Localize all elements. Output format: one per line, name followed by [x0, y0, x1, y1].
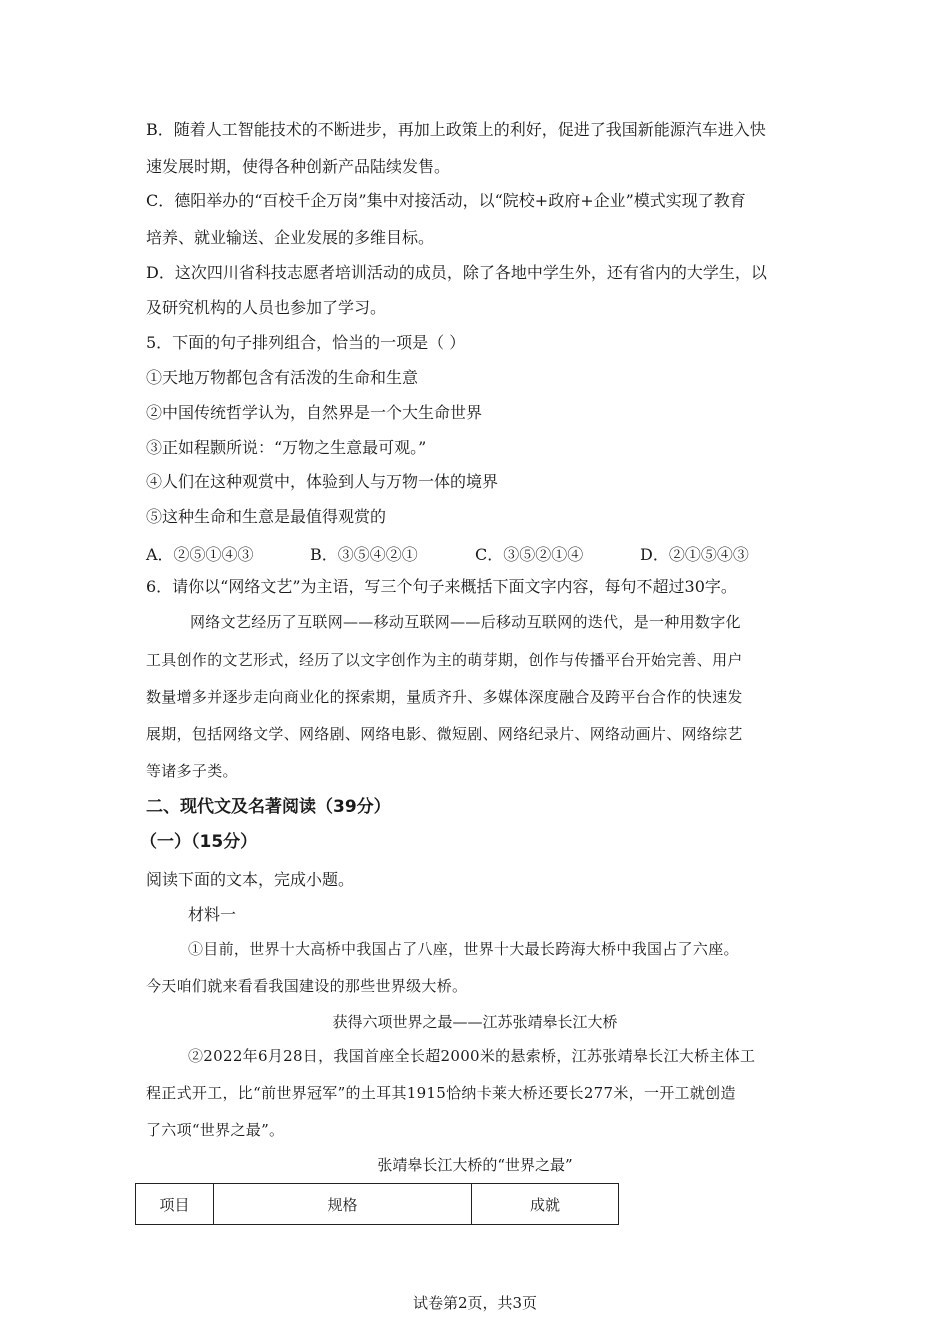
q6-passage-line2: 工具创作的文艺形式，经历了以文字创作为主的萌芽期，创作与传播平台开始完善、用户 [146, 651, 743, 669]
q6-stem: 6．请你以“网络文艺”为主语，写三个句子来概括下面文字内容，每句不超过30字。 [146, 577, 737, 596]
para2-line1: ②2022年6月28日，我国首座全长超2000米的悬索桥，江苏张靖皋长江大桥主体工 [188, 1047, 756, 1065]
q4-option-d-line1: D．这次四川省科技志愿者培训活动的成员，除了各地中学生外，还有省内的大学生，以 [146, 263, 767, 282]
q5-sentence-4: ④人们在这种观赏中，体验到人与万物一体的境界 [146, 472, 499, 491]
q6-passage-line3: 数量增多并逐步走向商业化的探索期，量质齐升、多媒体深度融合及跨平台合作的快速发 [146, 688, 743, 706]
q4-option-d-line2: 及研究机构的人员也参加了学习。 [146, 298, 387, 317]
reading-instruction: 阅读下面的文本，完成小题。 [146, 870, 355, 889]
q5-option-b: B．③⑤④②① [310, 545, 418, 564]
section-heading: 二、现代文及名著阅读（39分） [146, 797, 391, 817]
q5-option-a: A．②⑤①④③ [146, 545, 254, 564]
q6-passage-line1: 网络文艺经历了互联网——移动互联网——后移动互联网的迭代，是一种用数字化 [190, 613, 741, 631]
q5-option-c: C．③⑤②①④ [475, 545, 584, 564]
sub-section-heading: （一）（15分） [140, 832, 258, 852]
world-records-table [135, 1183, 619, 1225]
q6-passage-line4: 展期，包括网络文学、网络剧、网络电影、微短剧、网络纪录片、网络动画片、网络综艺 [146, 725, 743, 743]
para1-line1: ①目前，世界十大高桥中我国占了八座，世界十大最长跨海大桥中我国占了六座。 [188, 940, 739, 958]
q6-passage-line5: 等诸多子类。 [146, 762, 238, 780]
q4-option-b-line2: 速发展时期，使得各种创新产品陆续发售。 [146, 157, 451, 176]
q5-sentence-3: ③正如程颢所说：“万物之生意最可观。” [146, 438, 427, 457]
material-label: 材料一 [188, 905, 237, 924]
q5-stem: 5．下面的句子排列组合，恰当的一项是（ ） [146, 333, 466, 352]
table-header-row [136, 1184, 619, 1225]
table-header-item: 项目 [136, 1184, 214, 1225]
para1-line2: 今天咱们就来看看我国建设的那些世界级大桥。 [146, 977, 468, 995]
q5-sentence-5: ⑤这种生命和生意是最值得观赏的 [146, 507, 387, 526]
table-title: 张靖皋长江大桥的“世界之最” [377, 1156, 573, 1174]
para2-line2: 程正式开工，比“前世界冠军”的土耳其1915恰纳卡莱大桥还要长277米，一开工就创造 [146, 1084, 736, 1102]
q5-sentence-2: ②中国传统哲学认为，自然界是一个大生命世界 [146, 403, 483, 422]
table-header-achievement: 成就 [472, 1184, 619, 1225]
q4-option-c-line1: C．德阳举办的“百校千企万岗”集中对接活动，以“院校+政府+企业”模式实现了教育 [146, 191, 746, 210]
article-subtitle: 获得六项世界之最——江苏张靖皋长江大桥 [332, 1013, 618, 1031]
q5-sentence-1: ①天地万物都包含有活泼的生命和生意 [146, 368, 419, 387]
q4-option-b-line1: B．随着人工智能技术的不断进步，再加上政策上的利好，促进了我国新能源汽车进入快 [146, 120, 766, 139]
q5-option-d: D．②①⑤④③ [640, 545, 749, 564]
q4-option-c-line2: 培养、就业输送、企业发展的多维目标。 [146, 228, 435, 247]
para2-line3: 了六项“世界之最”。 [146, 1121, 285, 1139]
page-footer: 试卷第2页，共3页 [412, 1294, 538, 1312]
table-header-spec: 规格 [214, 1184, 472, 1225]
